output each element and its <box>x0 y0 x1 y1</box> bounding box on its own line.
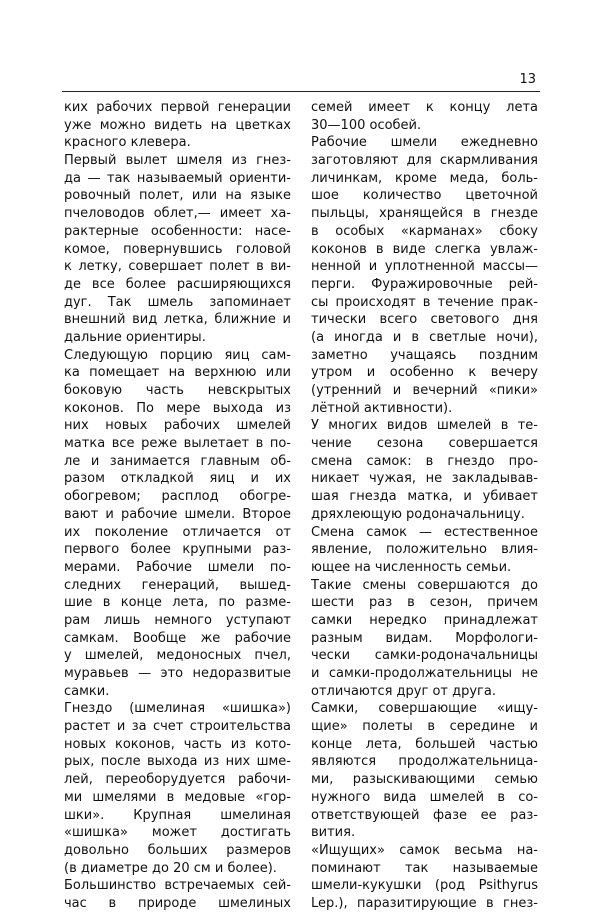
text-line: новых коконов, часть из кото- <box>64 736 291 752</box>
text-line: к летку, совершает полет в ви- <box>64 259 291 275</box>
right-text-column <box>311 99 538 913</box>
text-line: в особых «карманах» сбоку <box>311 223 538 239</box>
text-line: лётной активности). <box>311 400 453 416</box>
text-line: Смена самок — естественное <box>311 524 538 540</box>
text-line: рых, после выхода из них шме- <box>64 754 291 770</box>
text-line: пыльцы, хранящейся в гнезде <box>311 206 538 222</box>
text-line: дуг. Так шмель запоминает <box>64 294 291 310</box>
text-line: чение сезона совершается <box>311 436 538 452</box>
text-line: заготовляют для скармливания <box>311 153 538 169</box>
text-line: да — так называемый ориенти- <box>64 170 291 186</box>
text-line: растет и за счет строительства <box>64 719 291 735</box>
text-line: довольно больших размеров <box>64 842 291 858</box>
text-line: де все более расширяющихся <box>64 276 291 292</box>
text-line: дряхлеющую родоначальницу. <box>311 506 525 522</box>
text-line: (в диаметре до 20 см и более). <box>64 860 277 876</box>
text-line: шая гнезда матка, и убивает <box>311 489 538 505</box>
text-line: семей имеет к концу лета <box>311 100 538 115</box>
text-line: «шишка» может достигать <box>64 825 291 841</box>
text-line: ющее на численность семьи. <box>311 559 512 575</box>
text-line: личинкам, кроме меда, боль- <box>311 170 538 186</box>
text-line: боковую часть невскрытых <box>64 383 291 398</box>
text-line: явление, положительно влия- <box>311 542 538 558</box>
text-line: У многих видов шмелей в те- <box>311 418 538 434</box>
text-line: смена самок: в гнездо про- <box>311 453 538 469</box>
text-line: Первый вылет шмеля из гнез- <box>64 153 291 169</box>
text-line: вития. <box>311 825 356 841</box>
text-line: заметно учащаясь поздним <box>311 347 538 363</box>
text-line: ми, разыскивающими семью <box>311 772 538 788</box>
text-line: щие» полеты в середине и <box>311 719 538 735</box>
text-line: чески самки-родоначальницы <box>311 648 538 664</box>
text-line: ненной и уплотненной массы— <box>311 259 538 275</box>
text-line: их поколение отличается от <box>64 524 291 540</box>
text-line: ких рабочих первой генерации <box>64 100 291 115</box>
text-line: ле и занимается главным об- <box>64 453 291 469</box>
text-line: ответствующей фазе ее раз- <box>311 807 538 823</box>
text-line: тически всего светового дня <box>311 312 538 328</box>
text-line: являются продолжательница- <box>311 754 538 770</box>
text-line: ка помещает на верхнюю или <box>64 365 291 381</box>
text-line: матка все реже вылетает в по- <box>64 436 291 452</box>
text-line: лей, переоборудуется рабочи- <box>64 772 291 788</box>
text-line: шки». Крупная шмелиная <box>64 807 291 823</box>
text-line: коконов. По мере выхода из <box>64 400 291 416</box>
text-line: комое, повернувшись головой <box>64 241 291 257</box>
text-line: рам лишь немного уступают <box>64 612 291 628</box>
text-line: первого более крупными раз- <box>64 542 291 558</box>
text-line: нужного вида шмелей в со- <box>311 789 538 805</box>
text-line: поминают так называемые <box>311 860 538 876</box>
page-number: 13 <box>519 72 536 87</box>
text-line: Самки, совершающие «ищу- <box>311 701 538 717</box>
text-line: и самки-продолжательницы не <box>311 666 538 681</box>
text-line: (утренний и вечерний «пики» <box>311 383 538 398</box>
text-line: внешний вид летка, ближние и <box>64 312 291 328</box>
text-line: час в природе шмелиных <box>64 895 291 911</box>
text-line: уже можно видеть на цветках <box>64 117 291 133</box>
text-line: шие в конце лета, по разме- <box>64 595 291 611</box>
text-line: мерами. Рабочие шмели по- <box>64 559 291 575</box>
text-line: муравьев — это недоразвитые <box>64 666 291 681</box>
text-line: Такие смены совершаются до <box>311 577 538 593</box>
text-line: шести раз в сезон, причем <box>311 595 538 611</box>
text-line: шмели-кукушки (род Psithyrus <box>311 878 538 894</box>
text-line: обогревом; расплод обогре- <box>64 489 291 505</box>
text-line: Следующую порцию яиц сам- <box>64 347 291 363</box>
text-line: «Ищущих» самок весьма на- <box>311 842 538 858</box>
text-line: дальние ориентиры. <box>64 329 206 345</box>
text-line: Большинство встречаемых сей- <box>64 878 291 894</box>
text-line: шое количество цветочной <box>311 188 538 204</box>
text-line: самки нередко принадлежат <box>311 612 538 628</box>
text-line: красного клевера. <box>64 135 191 151</box>
text-line: 30—100 особей. <box>311 117 422 133</box>
text-line: рактерные особенности: насе- <box>64 223 291 239</box>
text-line: ровочный полет, или на языке <box>64 188 291 204</box>
text-line: вают и рабочие шмели. Второе <box>64 506 291 522</box>
text-line: разом откладкой яиц и их <box>64 471 291 487</box>
text-line: коконов в виде слегка увлаж- <box>311 241 538 257</box>
header-rule <box>62 91 540 92</box>
text-line: Гнездо (шмелиная «шишка») <box>64 701 291 717</box>
text-line: никает чужая, не закладывав- <box>311 471 538 487</box>
text-line: утром и особенно к вечеру <box>311 365 538 381</box>
left-text-column <box>64 99 291 913</box>
text-line: разным видам. Морфологи- <box>311 630 538 646</box>
text-line: у шмелей, медоносных пчел, <box>64 648 291 664</box>
text-line: Lep.), паразитирующие в гнез- <box>311 895 538 911</box>
text-line: перги. Фуражировочные рей- <box>311 276 538 292</box>
text-line: сы происходят в течение прак- <box>311 294 538 310</box>
text-line: Рабочие шмели ежедневно <box>311 135 538 151</box>
text-line: пчеловодов облет,— имеет ха- <box>64 206 291 222</box>
text-line: следних генераций, вышед- <box>64 577 291 593</box>
text-line: (а иногда и в светлые ночи), <box>311 329 538 345</box>
text-line: конце лета, большей частью <box>311 736 538 752</box>
text-line: самкам. Вообще же рабочие <box>64 630 291 646</box>
text-line: них новых рабочих шмелей <box>64 418 291 434</box>
text-line: ми шмелями в медовые «гор- <box>64 789 291 805</box>
text-line: отличаются друг от друга. <box>311 683 496 699</box>
text-line: самки. <box>64 683 110 699</box>
